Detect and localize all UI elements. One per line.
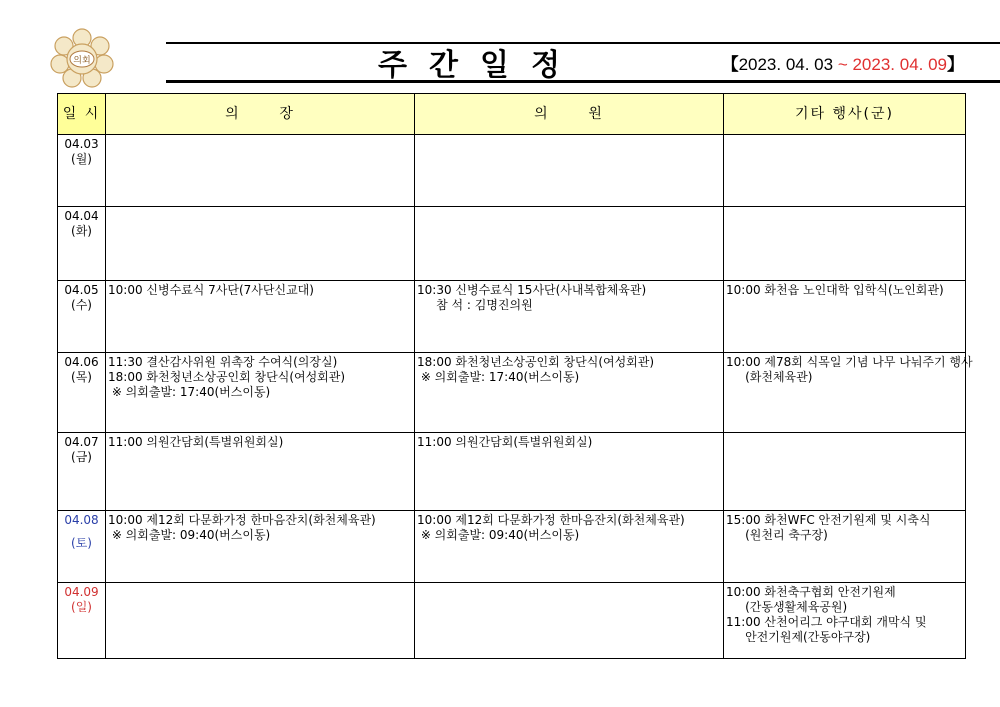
weekday-value: (화) <box>71 224 92 238</box>
header-other: 기타 행사(군) <box>724 94 966 135</box>
page-header <box>48 28 964 90</box>
event-line: 안전기원제(간동야구장) <box>726 630 871 644</box>
weekday-value: (금) <box>71 450 92 464</box>
chair-cell <box>106 511 415 583</box>
weekday-value: (목) <box>71 370 92 384</box>
chair-cell <box>106 281 415 353</box>
event-line: 15:00 화천WFC 안전기원제 및 시축식 <box>726 513 931 527</box>
date-cell <box>58 353 106 433</box>
table-row <box>58 207 966 281</box>
event-line: 10:00 제12회 다문화가정 한마음잔치(화천체육관) <box>108 513 376 527</box>
other-cell <box>724 281 966 353</box>
emblem-label: 의회 <box>73 56 91 66</box>
title-rule-bottom <box>166 80 1000 83</box>
title-rule-top <box>166 42 1000 44</box>
date-value: 04.08 <box>64 513 99 527</box>
event-line: 10:30 신병수료식 15사단(사내복합체육관) <box>417 283 647 297</box>
chair-cell <box>106 207 415 281</box>
date-cell <box>58 511 106 583</box>
chair-cell <box>106 433 415 511</box>
event-line: 18:00 화천청년소상공인회 창단식(여성회관) <box>417 355 655 369</box>
weekday-value: (수) <box>71 298 92 312</box>
table-header-row <box>58 94 966 135</box>
table-row <box>58 433 966 511</box>
table-row <box>58 511 966 583</box>
members-cell <box>415 135 724 207</box>
chair-cell <box>106 583 415 659</box>
other-cell <box>724 207 966 281</box>
header-members: 의 원 <box>415 94 724 135</box>
event-line: 11:00 의원간담회(특별위원회실) <box>108 435 284 449</box>
event-line: 10:00 제78회 식목일 기념 나무 나눠주기 행사 <box>726 355 973 369</box>
date-end: 2023. 04. 09 <box>852 55 947 74</box>
chair-cell <box>106 135 415 207</box>
members-cell <box>415 353 724 433</box>
event-line: (원천리 축구장) <box>726 528 828 542</box>
weekday-value: (월) <box>71 152 92 166</box>
event-line: 11:00 의원간담회(특별위원회실) <box>417 435 593 449</box>
event-line: 10:00 화천읍 노인대학 입학식(노인회관) <box>726 283 944 297</box>
weekly-schedule-table <box>57 93 973 659</box>
other-cell <box>724 135 966 207</box>
event-line: ※ 의회출발: 09:40(버스이동) <box>417 528 580 542</box>
council-emblem-icon <box>48 28 116 88</box>
event-line: 18:00 화천청년소상공인회 창단식(여성회관) <box>108 370 346 384</box>
weekday-value: (일) <box>71 600 92 614</box>
schedule-body <box>58 135 973 659</box>
date-value: 04.03 <box>64 137 99 151</box>
other-cell <box>724 583 966 659</box>
date-cell <box>58 135 106 207</box>
event-line: ※ 의회출발: 09:40(버스이동) <box>108 528 271 542</box>
other-cell <box>724 511 966 583</box>
event-line: 10:00 제12회 다문화가정 한마음잔치(화천체육관) <box>417 513 685 527</box>
event-line: 11:00 산천어리그 야구대회 개막식 및 <box>726 615 927 629</box>
event-line: 10:00 화천축구협회 안전기원제 <box>726 585 896 599</box>
event-line: 11:30 결산감사위원 위촉장 수여식(의장실) <box>108 355 338 369</box>
event-line: ※ 의회출발: 17:40(버스이동) <box>108 385 271 399</box>
date-start: 2023. 04. 03 <box>738 55 834 74</box>
members-cell <box>415 281 724 353</box>
date-value: 04.06 <box>64 355 99 369</box>
event-line: ※ 의회출발: 17:40(버스이동) <box>417 370 580 384</box>
table-row <box>58 353 966 433</box>
date-cell <box>58 433 106 511</box>
event-line: (화천체육관) <box>726 370 813 384</box>
event-line: 참 석 : 김명진의원 <box>417 298 533 312</box>
date-range <box>722 50 964 75</box>
date-value: 04.04 <box>64 209 99 223</box>
table-row <box>58 583 966 659</box>
members-cell <box>415 433 724 511</box>
other-cell <box>724 353 973 433</box>
members-cell <box>415 511 724 583</box>
table-row <box>58 281 966 353</box>
date-value: 04.09 <box>64 585 99 599</box>
other-cell <box>724 433 966 511</box>
date-close-bracket: 】 <box>947 55 964 74</box>
members-cell <box>415 207 724 281</box>
header-date: 일 시 <box>58 94 106 135</box>
chair-cell <box>106 353 415 433</box>
header-chair: 의 장 <box>106 94 415 135</box>
date-cell <box>58 583 106 659</box>
date-tilde: ~ <box>833 55 853 74</box>
event-line: (간동생활체육공원) <box>726 600 848 614</box>
date-cell <box>58 207 106 281</box>
date-value: 04.05 <box>64 283 99 297</box>
date-value: 04.07 <box>64 435 99 449</box>
members-cell <box>415 583 724 659</box>
event-line: 10:00 신병수료식 7사단(7사단신교대) <box>108 283 314 297</box>
page-title: 주간일정 <box>378 48 582 83</box>
weekday-value: (토) <box>71 536 92 550</box>
table-row <box>58 135 966 207</box>
date-cell <box>58 281 106 353</box>
date-open-bracket: 【 <box>721 55 739 74</box>
